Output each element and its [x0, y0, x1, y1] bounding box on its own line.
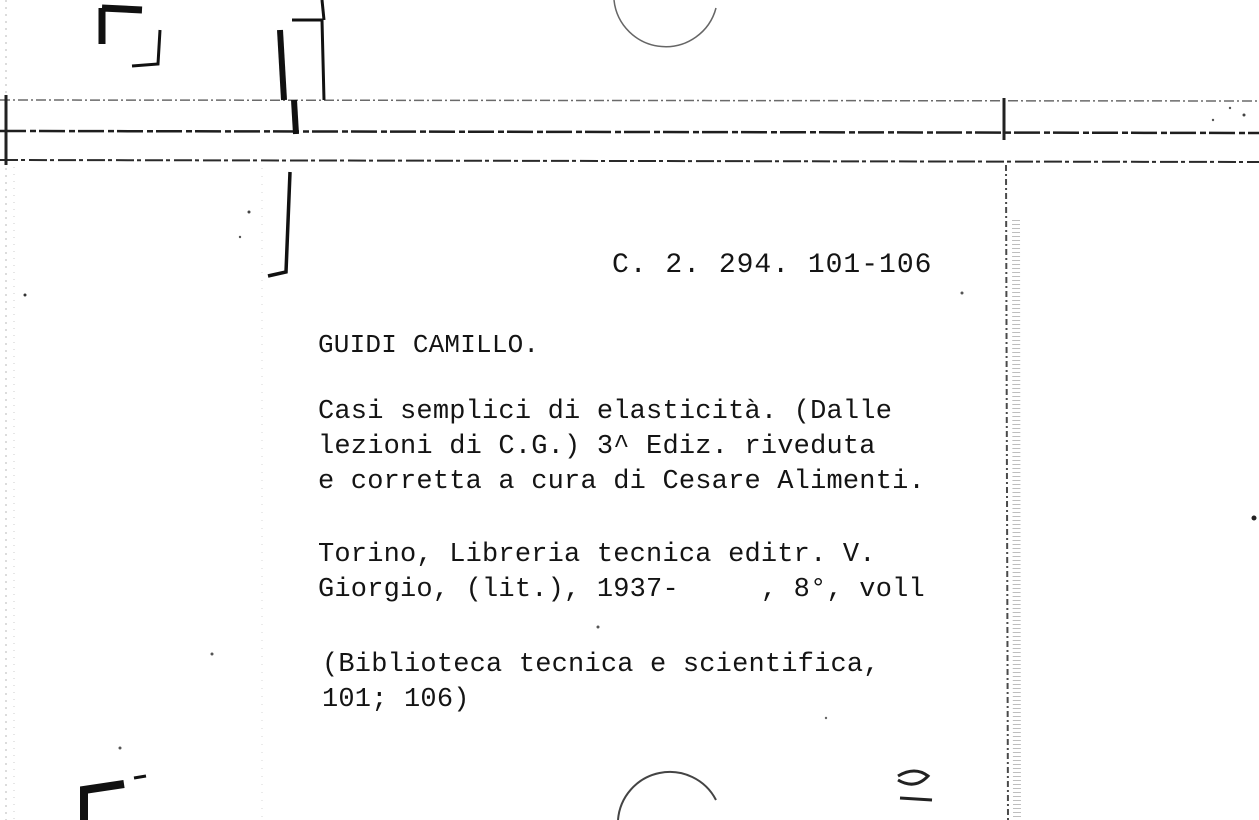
imprint-line: Torino, Libreria tecnica editr. V. [318, 540, 876, 570]
series-block [322, 648, 880, 718]
title-line: e corretta a cura di Cesare Alimenti. [318, 467, 925, 497]
series-line: (Biblioteca tecnica e scientifica, [322, 650, 880, 680]
title-line: lezioni di C.G.) 3^ Ediz. riveduta [318, 432, 876, 462]
title-line: Casi semplici di elasticità. (Dalle [318, 397, 893, 427]
series-line: 101; 106) [322, 685, 470, 715]
call-number: C. 2. 294. 101-106 [612, 250, 933, 281]
imprint-block [318, 538, 925, 608]
title-block [318, 395, 925, 500]
author-heading: GUIDI CAMILLO. [318, 330, 540, 360]
imprint-line: Giorgio, (lit.), 1937- , 8°, voll [318, 575, 925, 605]
